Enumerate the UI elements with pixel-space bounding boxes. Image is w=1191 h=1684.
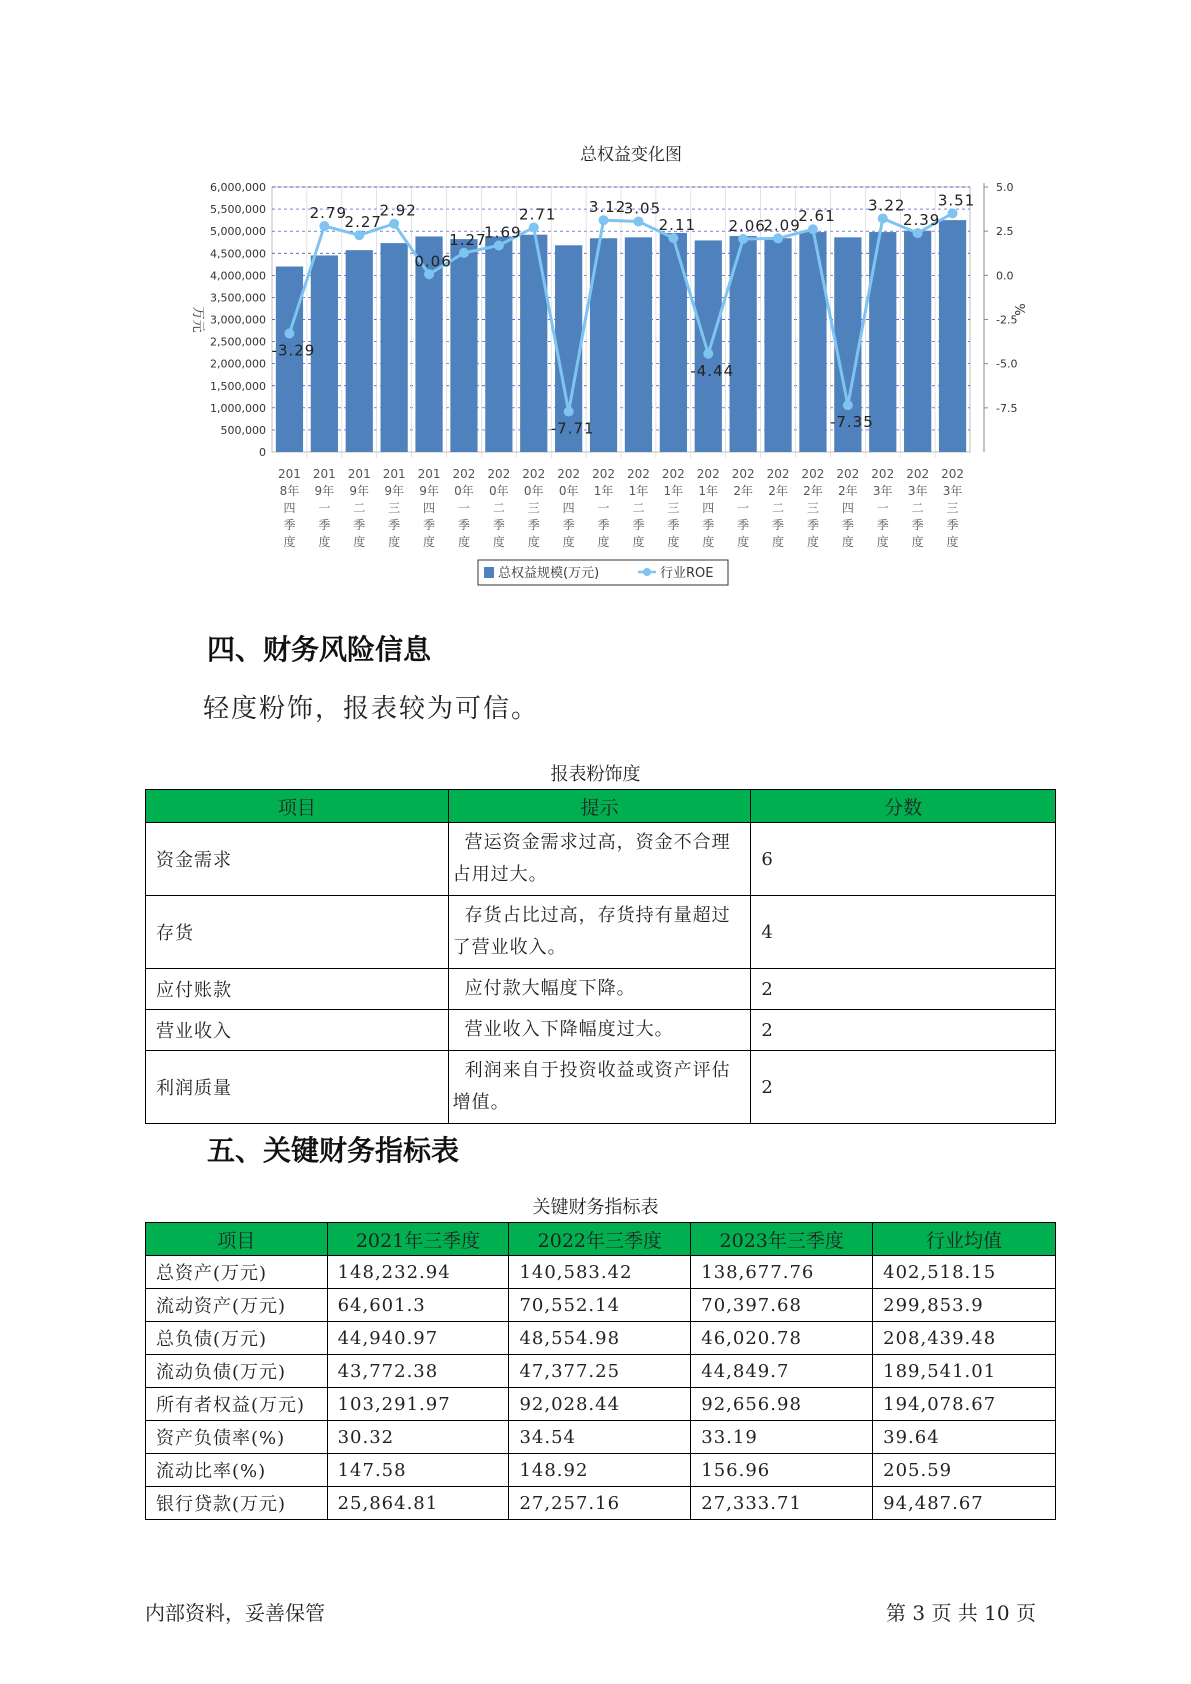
x-tick-line: 一 — [318, 501, 331, 515]
x-tick-line: 0年 — [454, 484, 474, 498]
equity-bar — [625, 237, 652, 452]
x-tick-line: 3年 — [907, 484, 928, 498]
x-tick-line: 一 — [457, 501, 470, 515]
roe-point — [913, 228, 923, 238]
x-tick-line: 9年 — [349, 484, 370, 498]
x-tick-line: 201 — [347, 467, 371, 481]
x-tick-line: 1年 — [698, 484, 719, 498]
x-tick-line: 202 — [941, 467, 965, 481]
y-tick-label: 2,500,000 — [210, 335, 266, 349]
x-tick-line: 度 — [527, 535, 540, 549]
y2-axis-label: % — [1011, 303, 1026, 316]
roe-data-label: 2.61 — [798, 207, 836, 226]
x-tick-line: 202 — [661, 467, 685, 481]
x-tick-line: 季 — [946, 518, 959, 532]
roe-data-label: 1.27 — [449, 230, 487, 249]
header-item: 项目 — [146, 1223, 328, 1256]
table-row — [146, 1454, 1056, 1487]
x-tick-line: 季 — [597, 518, 610, 532]
indicator-value-cell: 64,601.3 — [327, 1289, 509, 1322]
indicator-value-cell: 205.59 — [873, 1454, 1056, 1487]
roe-data-label: -7.71 — [550, 419, 595, 438]
y-tick-label: 500,000 — [220, 423, 266, 437]
header-item: 项目 — [146, 790, 449, 823]
section5-table-caption: 关键财务指标表 — [532, 1197, 659, 1218]
x-tick-line: 0年 — [523, 484, 544, 498]
x-tick-line: 202 — [871, 467, 895, 481]
x-tick-line: 度 — [318, 535, 331, 549]
table-row — [146, 823, 1056, 896]
x-tick-line: 度 — [702, 535, 715, 549]
header-hint: 提示 — [448, 790, 751, 823]
roe-point — [424, 269, 434, 279]
table-header-row — [146, 790, 1056, 823]
x-tick-line: 四 — [702, 501, 715, 515]
x-tick-line: 202 — [906, 467, 930, 481]
legend-swatch-bar — [484, 567, 494, 578]
roe-data-label: -3.29 — [271, 341, 316, 360]
y-tick-label: 1,500,000 — [210, 379, 266, 393]
item-cell: 存货 — [146, 896, 449, 969]
equity-bar — [346, 250, 373, 452]
x-tick-line: 季 — [457, 518, 470, 532]
table-row — [146, 1051, 1056, 1124]
x-tick-line: 1年 — [663, 484, 684, 498]
roe-point — [389, 219, 399, 229]
x-tick-line: 季 — [667, 518, 680, 532]
x-tick-line: 202 — [626, 467, 650, 481]
x-tick-line: 季 — [806, 518, 819, 532]
legend-swatch-marker — [643, 568, 651, 576]
roe-data-label: 2.27 — [344, 213, 382, 232]
x-tick-line: 3年 — [872, 484, 893, 498]
indicator-value-cell: 92,656.98 — [691, 1388, 873, 1421]
equity-bar — [764, 238, 791, 452]
roe-data-label: 3.22 — [868, 196, 906, 215]
hint-cell: 应付款大幅度下降。 — [448, 969, 751, 1010]
x-tick-label — [452, 467, 475, 549]
x-tick-line: 季 — [841, 518, 854, 532]
item-cell: 资金需求 — [146, 823, 449, 896]
x-tick-line: 202 — [557, 467, 581, 481]
indicator-value-cell: 156.96 — [691, 1454, 873, 1487]
x-tick-line: 季 — [423, 518, 436, 532]
x-tick-line: 二 — [632, 501, 645, 515]
x-tick-line: 201 — [277, 467, 301, 481]
indicator-value-cell: 27,333.71 — [691, 1487, 873, 1520]
roe-point — [948, 208, 958, 218]
x-tick-label — [557, 467, 580, 549]
x-tick-line: 202 — [801, 467, 825, 481]
table-header-row — [146, 1223, 1056, 1256]
x-tick-label — [767, 467, 790, 549]
x-tick-label — [941, 467, 964, 549]
x-tick-line: 度 — [667, 535, 680, 549]
header-score: 分数 — [751, 790, 1056, 823]
x-tick-label — [732, 467, 755, 549]
item-cell: 营业收入 — [146, 1010, 449, 1051]
x-tick-line: 季 — [318, 518, 331, 532]
x-tick-line: 季 — [562, 518, 575, 532]
roe-data-label: 3.12 — [588, 198, 627, 217]
x-tick-label — [592, 467, 615, 549]
indicator-name-cell: 银行贷款(万元) — [146, 1487, 328, 1520]
x-tick-line: 季 — [492, 518, 505, 532]
section4-heading: 四、财务风险信息 — [207, 633, 432, 666]
x-tick-line: 一 — [876, 501, 889, 515]
x-tick-line: 二 — [911, 501, 924, 515]
x-tick-line: 四 — [283, 501, 296, 515]
indicator-value-cell: 147.58 — [327, 1454, 509, 1487]
x-tick-line: 度 — [772, 535, 785, 549]
x-tick-label — [383, 467, 406, 549]
x-tick-line: 度 — [597, 535, 610, 549]
x-tick-line: 202 — [731, 467, 755, 481]
x-tick-label — [627, 467, 650, 549]
x-tick-line: 二 — [353, 501, 366, 515]
x-tick-line: 度 — [946, 535, 959, 549]
x-tick-line: 201 — [382, 467, 406, 481]
equity-bar — [450, 239, 477, 452]
hint-cell: 存货占比过高，存货持有量超过了营业收入。 — [448, 896, 751, 969]
table-row — [146, 1388, 1056, 1421]
header-2023q3: 2023年三季度 — [691, 1223, 873, 1256]
roe-data-label: 1.69 — [484, 223, 522, 242]
equity-bar — [904, 231, 931, 452]
equity-chart — [160, 130, 1026, 600]
indicator-name-cell: 流动负债(万元) — [146, 1355, 328, 1388]
y-tick-label: 5,000,000 — [210, 225, 266, 239]
x-tick-line: 季 — [527, 518, 540, 532]
indicator-value-cell: 299,853.9 — [873, 1289, 1056, 1322]
indicator-value-cell: 47,377.25 — [509, 1355, 691, 1388]
y-tick-label: 6,000,000 — [210, 181, 266, 194]
x-tick-line: 2年 — [733, 484, 753, 498]
x-tick-line: 度 — [388, 535, 401, 549]
hint-cell: 利润来自于投资收益或资产评估增值。 — [448, 1051, 751, 1124]
roe-data-label: 2.39 — [902, 211, 941, 230]
table-row — [146, 969, 1056, 1010]
indicator-name-cell: 总资产(万元) — [146, 1256, 328, 1289]
indicator-value-cell: 30.32 — [327, 1421, 509, 1454]
x-tick-line: 度 — [911, 535, 924, 549]
x-tick-line: 9年 — [419, 484, 439, 498]
page-prefix: 第 — [886, 1601, 906, 1625]
indicator-value-cell: 70,397.68 — [691, 1289, 873, 1322]
roe-point — [703, 349, 713, 359]
indicator-value-cell: 140,583.42 — [509, 1256, 691, 1289]
roe-data-label: -4.44 — [690, 361, 735, 380]
x-tick-line: 季 — [283, 518, 296, 532]
indicator-value-cell: 148,232.94 — [327, 1256, 509, 1289]
table-row — [146, 1487, 1056, 1520]
x-tick-label — [801, 467, 824, 549]
indicator-value-cell: 92,028.44 — [509, 1388, 691, 1421]
x-tick-label — [836, 467, 859, 549]
y2-tick-label: -2.5 — [996, 313, 1018, 327]
x-tick-line: 度 — [283, 535, 296, 549]
x-tick-label — [348, 467, 371, 549]
score-cell: 2 — [751, 1051, 1056, 1124]
y-tick-label: 3,000,000 — [210, 313, 266, 327]
x-tick-line: 度 — [423, 535, 436, 549]
y-tick-label: 0 — [259, 446, 266, 459]
roe-data-label: 2.11 — [658, 216, 697, 235]
x-tick-line: 202 — [487, 467, 511, 481]
x-tick-line: 季 — [911, 518, 924, 532]
x-tick-line: 202 — [452, 467, 476, 481]
roe-point — [354, 230, 364, 240]
roe-point — [459, 248, 469, 258]
y-tick-label: 1,000,000 — [210, 401, 266, 415]
x-tick-label — [418, 467, 441, 549]
x-tick-line: 度 — [353, 535, 366, 549]
y2-tick-label: 2.5 — [996, 225, 1014, 239]
x-tick-line: 三 — [806, 501, 819, 515]
x-tick-line: 三 — [667, 501, 680, 515]
roe-point — [843, 400, 853, 410]
roe-point — [668, 233, 678, 243]
roe-point — [319, 221, 329, 231]
x-tick-line: 度 — [632, 535, 645, 549]
indicator-value-cell: 48,554.98 — [509, 1322, 691, 1355]
x-tick-line: 3年 — [942, 484, 963, 498]
indicator-name-cell: 所有者权益(万元) — [146, 1388, 328, 1421]
key-indicator-table — [145, 1222, 1056, 1520]
x-tick-line: 三 — [388, 501, 401, 515]
x-tick-line: 三 — [946, 501, 959, 515]
y-tick-label: 2,000,000 — [210, 357, 266, 371]
equity-bar — [695, 240, 722, 452]
equity-chart-svg — [160, 130, 1026, 600]
table-row — [146, 896, 1056, 969]
roe-point — [773, 233, 783, 243]
roe-data-label: -7.35 — [829, 413, 874, 432]
table-row — [146, 1355, 1056, 1388]
x-tick-line: 202 — [522, 467, 546, 481]
table-row — [146, 1322, 1056, 1355]
x-tick-line: 一 — [597, 501, 610, 515]
indicator-value-cell: 44,940.97 — [327, 1322, 509, 1355]
page-suffix: 页 — [1015, 1601, 1036, 1625]
hint-cell: 营运资金需求过高，资金不合理占用过大。 — [448, 823, 751, 896]
page-mid: 页 共 — [931, 1601, 978, 1625]
indicator-name-cell: 资产负债率(%) — [146, 1421, 328, 1454]
x-tick-line: 三 — [527, 501, 540, 515]
indicator-value-cell: 27,257.16 — [509, 1487, 691, 1520]
roe-data-label: 3.51 — [937, 191, 976, 210]
x-tick-line: 201 — [312, 467, 336, 481]
indicator-value-cell: 33.19 — [691, 1421, 873, 1454]
x-tick-line: 度 — [806, 535, 819, 549]
header-2021q3: 2021年三季度 — [327, 1223, 509, 1256]
indicator-value-cell: 402,518.15 — [873, 1256, 1056, 1289]
indicator-name-cell: 总负债(万元) — [146, 1322, 328, 1355]
x-tick-line: 季 — [876, 518, 889, 532]
page-indicator — [886, 1597, 1036, 1626]
x-tick-line: 202 — [766, 467, 790, 481]
x-tick-line: 度 — [737, 535, 750, 549]
x-tick-line: 一 — [737, 501, 750, 515]
y-tick-label: 3,500,000 — [210, 291, 266, 305]
x-tick-line: 四 — [423, 501, 436, 515]
x-tick-line: 季 — [772, 518, 785, 532]
section4-table-caption: 报表粉饰度 — [550, 764, 641, 785]
header-2022q3: 2022年三季度 — [509, 1223, 691, 1256]
indicator-name-cell: 流动比率(%) — [146, 1454, 328, 1487]
x-tick-line: 度 — [457, 535, 470, 549]
indicator-name-cell: 流动资产(万元) — [146, 1289, 328, 1322]
roe-point — [878, 213, 888, 223]
indicator-value-cell: 208,439.48 — [873, 1322, 1056, 1355]
x-tick-label — [697, 467, 720, 549]
equity-bar — [485, 236, 512, 452]
y-tick-label: 5,500,000 — [210, 203, 266, 217]
x-tick-label — [313, 467, 336, 549]
roe-data-label: 2.71 — [519, 205, 557, 224]
indicator-value-cell: 148.92 — [509, 1454, 691, 1487]
roe-point — [564, 407, 574, 417]
x-tick-line: 1年 — [593, 484, 614, 498]
y-tick-label: 4,500,000 — [210, 247, 266, 261]
roe-point — [494, 240, 504, 250]
x-tick-line: 202 — [592, 467, 616, 481]
indicator-value-cell: 189,541.01 — [873, 1355, 1056, 1388]
roe-point — [738, 234, 748, 244]
equity-bar — [799, 232, 826, 452]
table-row — [146, 1010, 1056, 1051]
chart-title: 总权益变化图 — [580, 145, 682, 165]
roe-point — [808, 224, 818, 234]
legend-label-bar: 总权益规模(万元) — [498, 566, 600, 581]
indicator-value-cell: 34.54 — [509, 1421, 691, 1454]
indicator-value-cell: 25,864.81 — [327, 1487, 509, 1520]
roe-data-label: 2.06 — [728, 216, 766, 235]
section4-summary: 轻度粉饰，报表较为可信。 — [203, 694, 540, 724]
x-tick-line: 0年 — [558, 484, 579, 498]
indicator-value-cell: 138,677.76 — [691, 1256, 873, 1289]
item-cell: 应付账款 — [146, 969, 449, 1010]
page-current: 3 — [912, 1601, 926, 1625]
indicator-value-cell: 44,849.7 — [691, 1355, 873, 1388]
y2-tick-label: 5.0 — [996, 181, 1014, 194]
x-tick-line: 四 — [841, 501, 854, 515]
x-tick-line: 1年 — [628, 484, 649, 498]
x-tick-line: 季 — [702, 518, 715, 532]
indicator-value-cell: 103,291.97 — [327, 1388, 509, 1421]
indicator-value-cell: 94,487.67 — [873, 1487, 1056, 1520]
x-tick-line: 季 — [388, 518, 401, 532]
score-cell: 4 — [751, 896, 1056, 969]
x-tick-label — [662, 467, 685, 549]
y2-tick-label: -5.0 — [996, 357, 1018, 371]
roe-data-label: 0.06 — [414, 252, 452, 271]
equity-bar — [939, 220, 966, 452]
x-tick-line: 四 — [562, 501, 575, 515]
x-tick-line: 201 — [417, 467, 441, 481]
x-tick-line: 9年 — [384, 484, 404, 498]
score-cell: 2 — [751, 1010, 1056, 1051]
table-row — [146, 1256, 1056, 1289]
y-axis-label: 万元 — [190, 306, 205, 333]
legend-label-line: 行业ROE — [660, 566, 714, 581]
y-tick-label: 4,000,000 — [210, 269, 266, 283]
x-tick-line: 二 — [492, 501, 505, 515]
equity-bar — [520, 235, 547, 452]
header-industry-avg: 行业均值 — [873, 1223, 1056, 1256]
roe-data-label: 3.05 — [623, 199, 662, 218]
x-tick-line: 202 — [836, 467, 860, 481]
indicator-value-cell: 43,772.38 — [327, 1355, 509, 1388]
x-tick-line: 8年 — [279, 484, 300, 498]
score-cell: 6 — [751, 823, 1056, 896]
x-tick-line: 度 — [841, 535, 854, 549]
equity-bar — [381, 243, 408, 452]
roe-data-label: 2.92 — [379, 201, 417, 220]
roe-point — [633, 216, 643, 226]
x-tick-line: 2年 — [768, 484, 788, 498]
x-tick-line: 2年 — [803, 484, 823, 498]
x-tick-label — [522, 467, 545, 549]
x-tick-line: 度 — [876, 535, 889, 549]
page-total: 10 — [984, 1601, 1010, 1625]
x-tick-line: 二 — [772, 501, 785, 515]
footer-note: 内部资料，妥善保管 — [145, 1601, 325, 1625]
x-tick-line: 2年 — [838, 484, 858, 498]
y2-tick-label: 0.0 — [996, 269, 1014, 283]
hint-cell: 营业收入下降幅度过大。 — [448, 1010, 751, 1051]
x-tick-line: 度 — [492, 535, 505, 549]
x-tick-line: 9年 — [314, 484, 335, 498]
item-cell: 利润质量 — [146, 1051, 449, 1124]
x-tick-label — [487, 467, 510, 549]
x-tick-line: 季 — [737, 518, 750, 532]
roe-point — [284, 328, 294, 338]
y2-tick-label: -7.5 — [996, 401, 1018, 415]
indicator-value-cell: 194,078.67 — [873, 1388, 1056, 1421]
indicator-value-cell: 46,020.78 — [691, 1322, 873, 1355]
x-tick-label — [278, 467, 301, 549]
roe-data-label: 2.09 — [763, 216, 801, 235]
indicator-value-cell: 39.64 — [873, 1421, 1056, 1454]
table-row — [146, 1421, 1056, 1454]
table-row — [146, 1289, 1056, 1322]
x-tick-label — [871, 467, 894, 549]
x-tick-line: 度 — [562, 535, 575, 549]
roe-point — [599, 215, 609, 225]
x-tick-line: 季 — [632, 518, 645, 532]
roe-point — [529, 222, 539, 232]
x-tick-line: 0年 — [489, 484, 509, 498]
x-tick-line: 季 — [353, 518, 366, 532]
section5-heading: 五、关键财务指标表 — [207, 1134, 460, 1167]
roe-data-label: 2.79 — [309, 204, 348, 223]
score-cell: 2 — [751, 969, 1056, 1010]
indicator-value-cell: 70,552.14 — [509, 1289, 691, 1322]
x-tick-label — [906, 467, 929, 549]
whitewash-table — [145, 789, 1056, 1124]
x-tick-line: 202 — [696, 467, 720, 481]
